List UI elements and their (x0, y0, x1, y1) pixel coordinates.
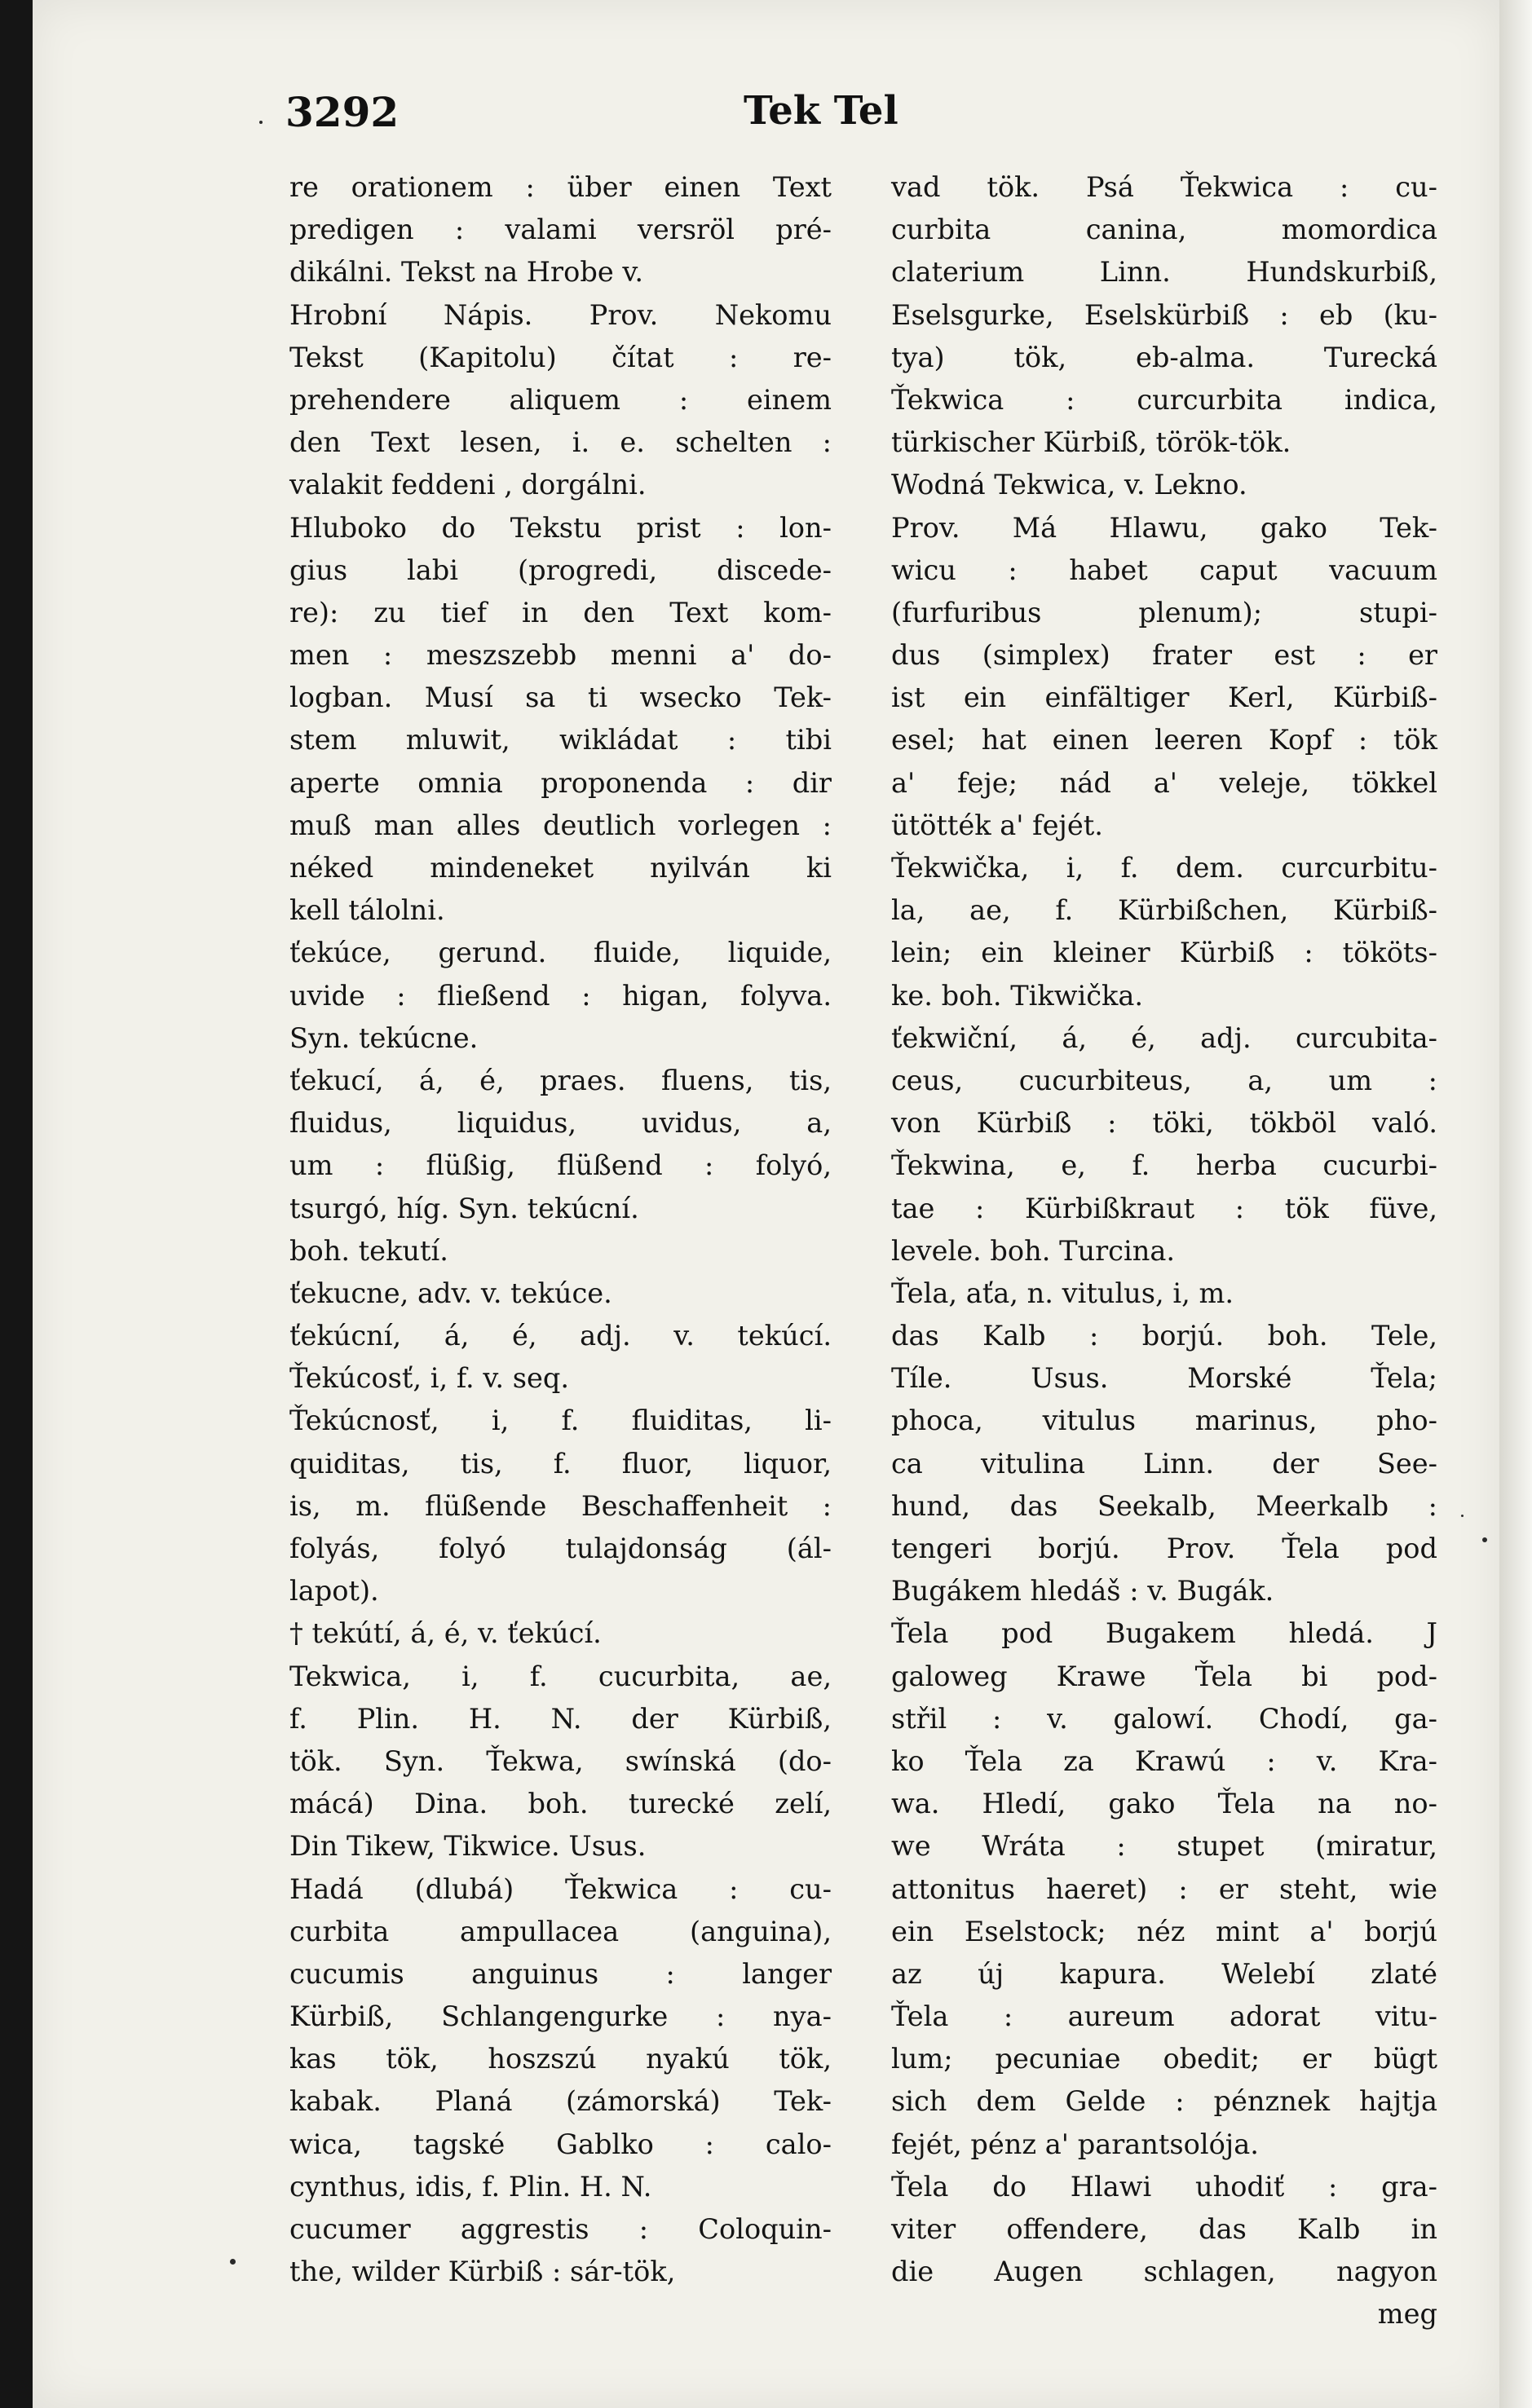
text-line: die Augen schlagen, nagyon (891, 2256, 1437, 2288)
text-line: střil : v. galowí. Chodí, ga- (891, 1702, 1437, 1735)
text-line: néked mindeneket nyilván ki (289, 852, 832, 884)
text-line: Ťela do Hlawi uhodiť : gra- (891, 2170, 1437, 2203)
scan-speck (1461, 1515, 1464, 1517)
text-line: cucumer aggrestis : Coloquin- (289, 2213, 832, 2245)
text-line: Ťela, aťa, n. vitulus, i, m. (891, 1277, 1234, 1309)
text-line: Hluboko do Tekstu prist : lon- (289, 511, 832, 544)
text-line: Tekwica, i, f. cucurbita, ae, (289, 1660, 832, 1692)
text-line: fejét, pénz a' parantsolója. (891, 2128, 1259, 2160)
text-line: lapot). (289, 1575, 379, 1608)
text-line: ke. boh. Tikwička. (891, 979, 1144, 1012)
text-line: ko Ťela za Krawú : v. Kra- (891, 1744, 1437, 1777)
text-line: attonitus haeret) : er steht, wie (891, 1872, 1437, 1905)
text-line: phoca, vitulus marinus, pho- (891, 1405, 1437, 1437)
text-line: kas tök, hoszszú nyakú tök, (289, 2043, 832, 2075)
text-line: kabak. Planá (zámorská) Tek- (289, 2085, 832, 2118)
scan-speck (230, 2259, 236, 2265)
text-line: Ťela pod Bugakem hledá. J (891, 1617, 1437, 1650)
text-line: aperte omnia proponenda : dir (289, 766, 832, 799)
text-line: ťekúce, gerund. fluide, liquide, (289, 937, 832, 969)
text-line: meg (1377, 2298, 1437, 2331)
text-line: dikálni. Tekst na Hrobe v. (289, 256, 644, 289)
text-line: predigen : valami versröl pré- (289, 214, 832, 246)
text-line: valakit feddeni , dorgálni. (289, 469, 647, 501)
text-line: um : flüßig, flüßend : folyó, (289, 1149, 832, 1182)
text-line: quiditas, tis, f. fluor, liquor, (289, 1447, 832, 1480)
text-line: is, m. flüßende Beschaffenheit : (289, 1489, 832, 1522)
text-line: prehendere aliquem : einem (289, 383, 832, 416)
text-line: Hrobní Nápis. Prov. Nekomu (289, 298, 832, 331)
text-line: Ťekwica : curcurbita indica, (891, 383, 1437, 416)
text-line: Syn. tekúcne. (289, 1021, 479, 1054)
text-line: stem mluwit, wikládat : tibi (289, 724, 832, 756)
text-line: † tekútí, á, é, v. ťekúcí. (289, 1617, 602, 1650)
text-line: la, ae, f. Kürbißchen, Kürbiß- (891, 894, 1437, 927)
text-line: Ťekúcosť, i, f. v. seq. (289, 1362, 569, 1395)
text-line: folyás, folyó tulajdonság (ál- (289, 1533, 832, 1564)
text-line: galoweg Krawe Ťela bi pod- (891, 1660, 1437, 1692)
text-line: curbita ampullacea (anguina), (289, 1915, 832, 1947)
text-line: esel; hat einen leeren Kopf : tök (891, 724, 1437, 756)
text-line: uvide : fließend : higan, folyva. (289, 979, 832, 1012)
text-line: ütötték a' fejét. (891, 809, 1103, 841)
scan-speck (259, 121, 263, 124)
text-line: men : meszszebb menni a' do- (289, 639, 832, 672)
text-line: Ťekwina, e, f. herba cucurbi- (891, 1149, 1437, 1182)
text-line: den Text lesen, i. e. schelten : (289, 426, 832, 459)
text-line: das Kalb : borjú. boh. Tele, (891, 1320, 1437, 1352)
text-line: boh. tekutí. (289, 1234, 448, 1267)
text-line: Tíle. Usus. Morské Ťela; (891, 1362, 1437, 1395)
text-line: wica, tagské Gablko : calo- (289, 2128, 832, 2160)
text-line: dus (simplex) frater est : er (891, 639, 1437, 672)
text-line: Din Tikew, Tikwice. Usus. (289, 1830, 647, 1863)
text-line: Kürbiß, Schlangengurke : nya- (289, 2000, 832, 2033)
text-line: ťekwiční, á, é, adj. curcubita- (891, 1021, 1437, 1054)
text-line: lein; ein kleiner Kürbiß : tököts- (891, 937, 1437, 969)
text-line: levele. boh. Turcina. (891, 1234, 1176, 1267)
text-line: Tekst (Kapitolu) čítat : re- (289, 341, 832, 373)
text-line: tsurgó, híg. Syn. tekúcní. (289, 1192, 639, 1224)
text-line: hund, das Seekalb, Meerkalb : (891, 1489, 1437, 1522)
text-line: logban. Musí sa ti wsecko Tek- (289, 681, 832, 714)
text-line: we Wráta : stupet (miratur, (891, 1830, 1437, 1863)
text-line: tengeri borjú. Prov. Ťela pod (891, 1533, 1437, 1564)
text-line: Bugákem hledáš : v. Bugák. (891, 1575, 1274, 1608)
text-line: ceus, cucurbiteus, a, um : (891, 1064, 1437, 1096)
text-line: tök. Syn. Ťekwa, swínská (do- (289, 1744, 832, 1777)
text-line: Ťekwička, i, f. dem. curcurbitu- (891, 852, 1437, 884)
text-line: az új kapura. Welebí zlaté (891, 1957, 1437, 1990)
text-line: the, wilder Kürbiß : sár-tök, (289, 2256, 676, 2288)
text-line: Ťekúcnosť, i, f. fluiditas, li- (289, 1405, 832, 1437)
running-head-words: Tek Tel (744, 88, 898, 134)
text-line: türkischer Kürbiß, török-tök. (891, 426, 1291, 459)
text-line: muß man alles deutlich vorlegen : (289, 809, 832, 841)
text-line: ist ein einfältiger Kerl, Kürbiß- (891, 681, 1437, 714)
text-line: fluidus, liquidus, uvidus, a, (289, 1107, 832, 1140)
page-number: 3292 (285, 88, 400, 136)
text-line: Ťela : aureum adorat vitu- (891, 2000, 1437, 2033)
text-line: claterium Linn. Hundskurbiß, (891, 256, 1437, 289)
text-line: gius labi (progredi, discede- (289, 553, 832, 586)
text-line: (furfuribus plenum); stupi- (891, 596, 1437, 628)
text-line: a' feje; nád a' veleje, tökkel (891, 766, 1437, 799)
text-line: f. Plin. H. N. der Kürbiß, (289, 1702, 832, 1735)
text-line: tya) tök, eb-alma. Turecká (891, 341, 1437, 373)
text-line: ca vitulina Linn. der See- (891, 1447, 1437, 1480)
text-line: sich dem Gelde : pénznek hajtja (891, 2085, 1437, 2118)
text-line: Prov. Má Hlawu, gako Tek- (891, 511, 1437, 544)
text-line: cucumis anguinus : langer (289, 1957, 832, 1990)
text-line: tae : Kürbißkraut : tök füve, (891, 1192, 1437, 1224)
text-line: viter offendere, das Kalb in (891, 2213, 1437, 2245)
text-line: Eselsgurke, Eselskürbiß : eb (ku- (891, 298, 1437, 331)
text-line: lum; pecuniae obedit; er bügt (891, 2043, 1437, 2075)
text-line: curbita canina, momordica (891, 214, 1437, 246)
text-line: ein Eselstock; néz mint a' borjú (891, 1915, 1437, 1947)
text-line: cynthus, idis, f. Plin. H. N. (289, 2170, 652, 2203)
text-line: re orationem : über einen Text (289, 171, 832, 203)
text-line: von Kürbiß : töki, tökböl való. (891, 1107, 1437, 1140)
left-column (289, 166, 832, 2293)
text-line: kell tálolni. (289, 894, 445, 927)
text-line: Hadá (dlubá) Ťekwica : cu- (289, 1872, 832, 1905)
text-line: wicu : habet caput vacuum (891, 553, 1437, 586)
text-line: wa. Hledí, gako Ťela na no- (891, 1788, 1437, 1820)
text-line: re): zu tief in den Text kom- (289, 596, 832, 628)
page-edge (1499, 0, 1532, 2408)
right-column (891, 166, 1437, 2336)
text-line: ťekucne, adv. v. tekúce. (289, 1277, 612, 1309)
text-line: Wodná Tekwica, v. Lekno. (891, 469, 1247, 501)
text-line: ťekúcní, á, é, adj. v. tekúcí. (289, 1320, 832, 1352)
text-line: vad tök. Psá Ťekwica : cu- (891, 171, 1437, 203)
scan-speck (1482, 1537, 1487, 1542)
text-line: mácá) Dina. boh. turecké zelí, (289, 1788, 832, 1820)
text-line: ťekucí, á, é, praes. fluens, tis, (289, 1064, 832, 1096)
